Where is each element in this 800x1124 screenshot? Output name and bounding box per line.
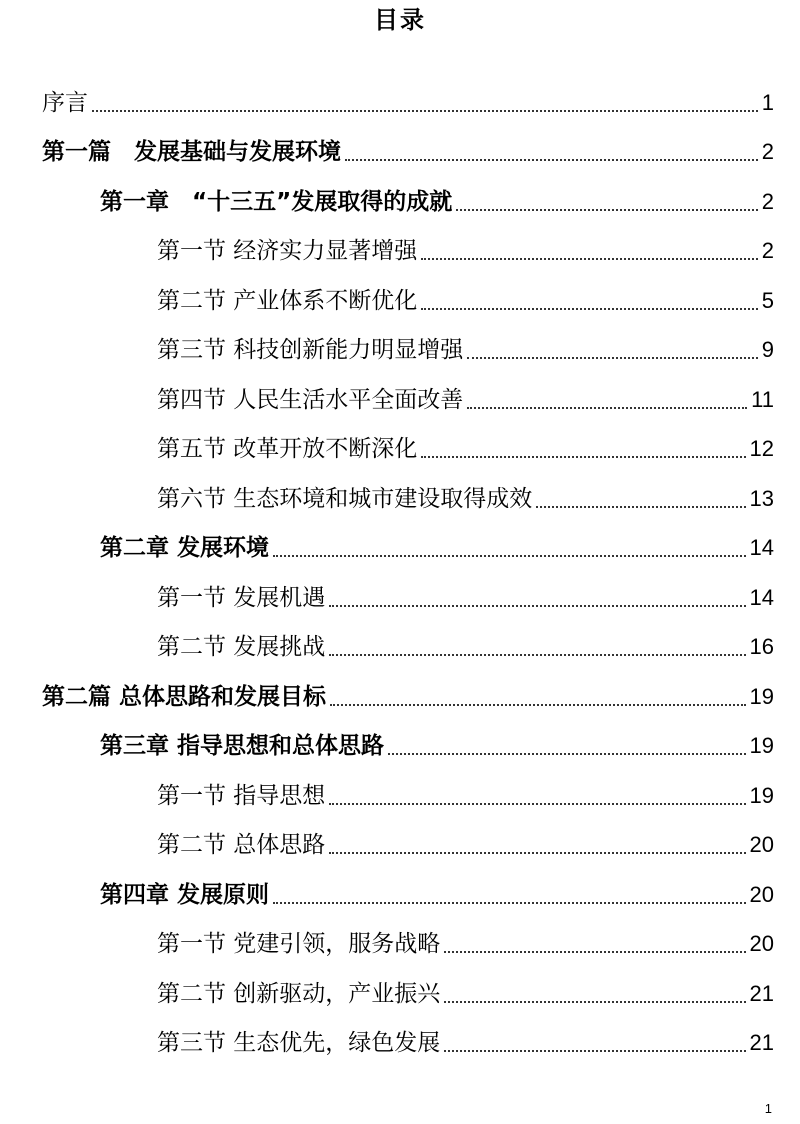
toc-entry-page: 16 [749, 634, 774, 659]
toc-entry-page: 20 [749, 882, 774, 907]
footer-page-number: 1 [764, 1101, 772, 1116]
toc-entry-label: 第一章 “十三五”发展取得的成就 [100, 189, 453, 215]
toc-entry-label: 第一节 经济实力显著增强 [157, 238, 418, 264]
toc-entry-section[interactable] [0, 280, 774, 316]
dot-leader [536, 505, 745, 508]
toc-entry-section[interactable] [0, 577, 774, 613]
toc-entry-section[interactable] [0, 973, 774, 1009]
toc-entry-page: 14 [749, 585, 774, 610]
toc-entry-label: 第三节 生态优先，绿色发展 [157, 1030, 441, 1056]
toc-entry-section[interactable] [0, 478, 774, 514]
toc-entry-page: 9 [761, 337, 774, 362]
toc-entry-part[interactable] [0, 131, 774, 167]
toc-entry-page: 13 [749, 486, 774, 511]
toc-entry-page: 11 [751, 387, 774, 412]
toc-entry-label: 第二节 发展挑战 [157, 634, 326, 660]
toc-entry-part[interactable] [0, 676, 774, 712]
toc-entry-label: 第三节 科技创新能力明显增强 [157, 337, 464, 363]
toc-entry-chapter[interactable] [0, 181, 774, 217]
dot-leader [92, 109, 758, 112]
toc-entry-label: 第三章 指导思想和总体思路 [100, 733, 385, 759]
toc-entry-section[interactable] [0, 923, 774, 959]
toc-entry-label: 第六节 生态环境和城市建设取得成效 [157, 486, 533, 512]
dot-leader [421, 455, 745, 458]
toc-entry-label: 第四节 人民生活水平全面改善 [157, 387, 464, 413]
toc-entry-label: 第一篇 发展基础与发展环境 [42, 139, 341, 165]
page-title: 目录 [374, 6, 426, 34]
toc-entry-section[interactable] [0, 230, 774, 266]
toc-entry-page: 2 [761, 238, 774, 263]
toc-entry-page: 20 [749, 931, 774, 956]
dot-leader [421, 307, 757, 310]
toc-entry-section[interactable] [0, 775, 774, 811]
toc-entry-page: 20 [749, 832, 774, 857]
dot-leader [329, 851, 745, 854]
toc-entry-page: 5 [761, 288, 774, 313]
toc-entry-label: 第五节 改革开放不断深化 [157, 436, 418, 462]
toc-entry-section[interactable] [0, 428, 774, 464]
dot-leader [444, 950, 745, 953]
toc-entry-chapter[interactable] [0, 725, 774, 761]
dot-leader [444, 1049, 745, 1052]
toc-entry-label: 第二节 创新驱动，产业振兴 [157, 981, 441, 1007]
toc-entry-label: 第二节 总体思路 [157, 832, 326, 858]
toc-entry-page: 2 [761, 189, 774, 214]
dot-leader [467, 406, 747, 409]
toc-entry-label: 序言 [42, 90, 88, 116]
toc-entry-label: 第二篇 总体思路和发展目标 [42, 684, 327, 710]
toc-entry-page: 21 [749, 981, 774, 1006]
toc-entry-page: 19 [749, 733, 774, 758]
toc-entry-label: 第二节 产业体系不断优化 [157, 288, 418, 314]
toc-entry-preface[interactable] [0, 82, 774, 118]
toc-entry-section[interactable] [0, 1022, 774, 1058]
toc-entry-label: 第一节 指导思想 [157, 783, 326, 809]
toc-entry-chapter[interactable] [0, 527, 774, 563]
dot-leader [273, 901, 746, 904]
toc-entry-label: 第一节 发展机遇 [157, 585, 326, 611]
toc-entry-page: 19 [749, 684, 774, 709]
toc-entry-chapter[interactable] [0, 874, 774, 910]
toc-entry-label: 第一节 党建引领，服务战略 [157, 931, 441, 957]
toc-entry-label: 第二章 发展环境 [100, 535, 270, 561]
dot-leader [444, 1000, 745, 1003]
toc-entry-page: 21 [749, 1030, 774, 1055]
toc-entry-section[interactable] [0, 329, 774, 365]
dot-leader [467, 356, 757, 359]
dot-leader [345, 158, 758, 161]
dot-leader [421, 257, 757, 260]
toc-entry-page: 2 [761, 139, 774, 164]
toc-entry-section[interactable] [0, 626, 774, 662]
dot-leader [273, 554, 746, 557]
toc-entry-page: 19 [749, 783, 774, 808]
dot-leader [456, 208, 758, 211]
dot-leader [388, 752, 746, 755]
dot-leader [330, 703, 746, 706]
dot-leader [329, 604, 745, 607]
toc-entry-section[interactable] [0, 824, 774, 860]
toc-entry-page: 12 [749, 436, 774, 461]
toc-entry-page: 14 [749, 535, 774, 560]
toc-entry-page: 1 [761, 90, 774, 115]
dot-leader [329, 653, 745, 656]
toc-entry-section[interactable] [0, 379, 774, 415]
toc-entry-label: 第四章 发展原则 [100, 882, 270, 908]
dot-leader [329, 802, 745, 805]
